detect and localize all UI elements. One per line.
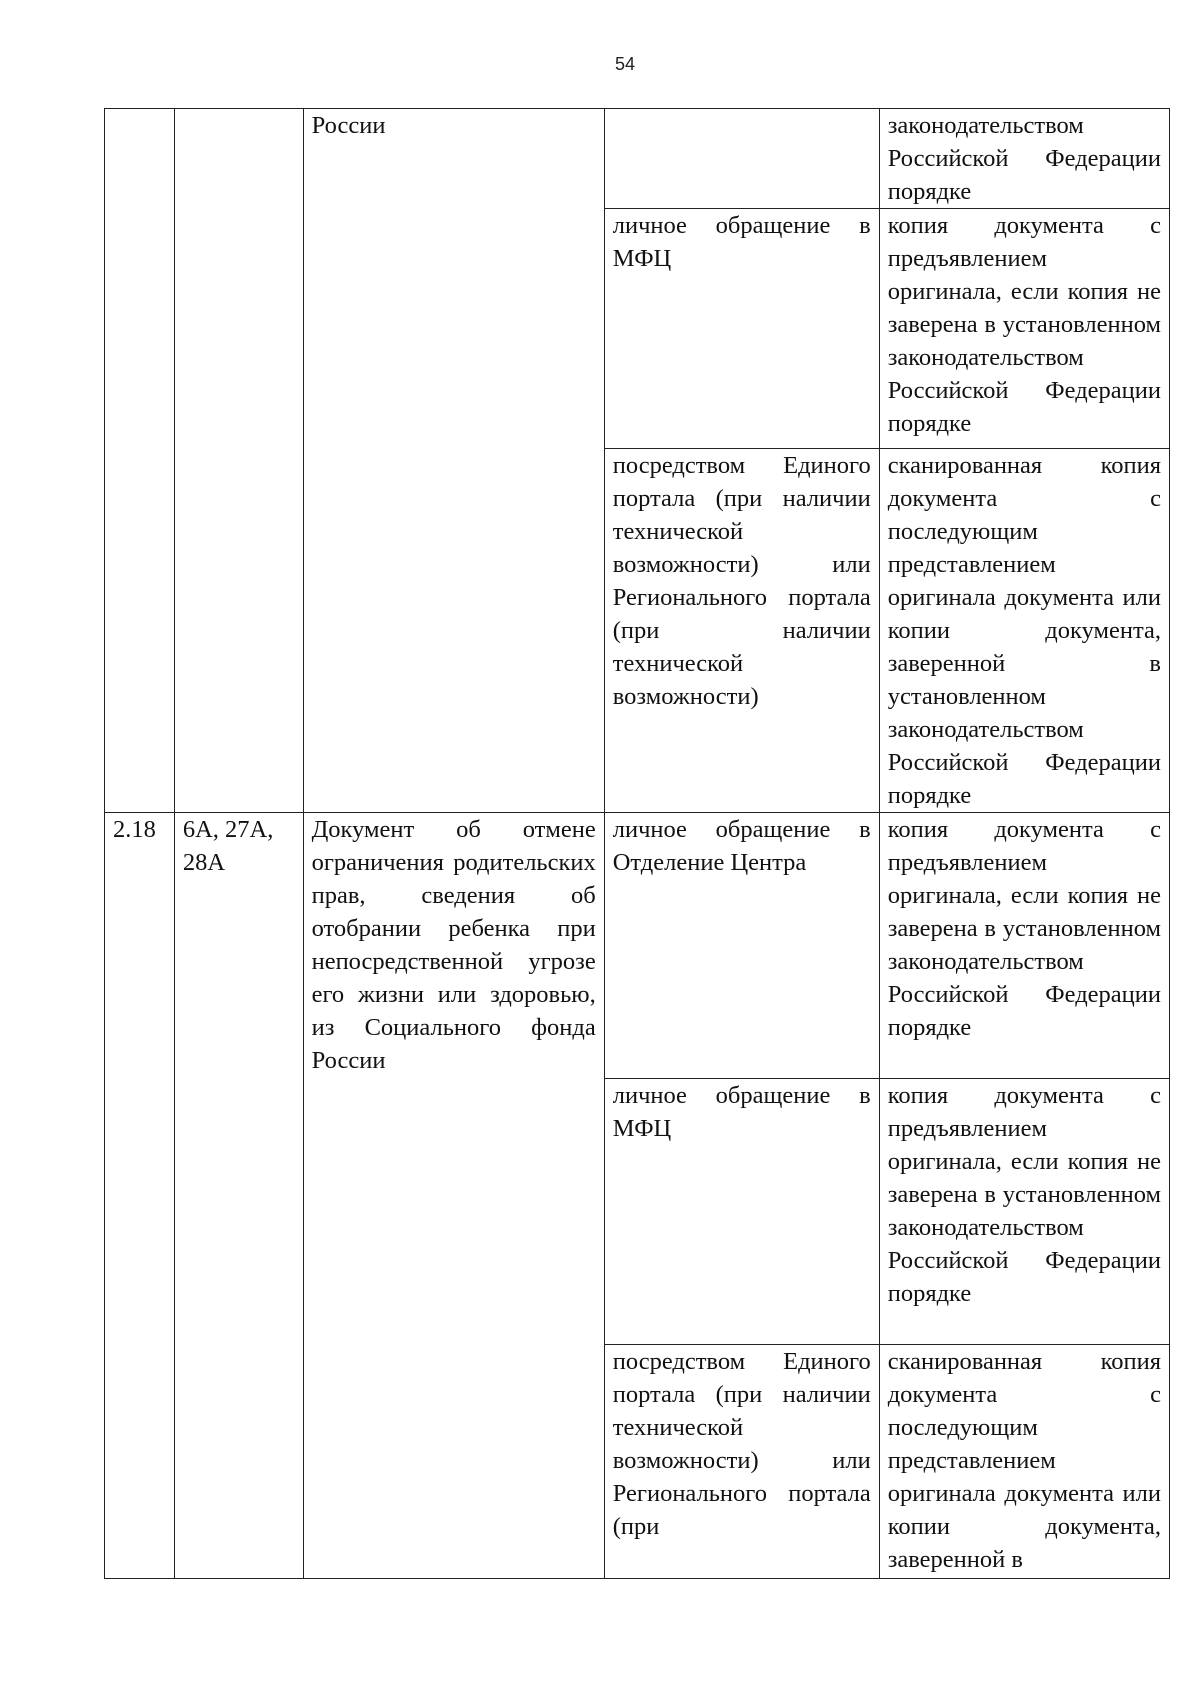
codes-cell — [174, 109, 303, 813]
table-row — [105, 813, 1170, 1079]
requirement-cell: копия документа с предъявлением оригинала, если копия не заверена в установленном законодательством Российской Федерации порядке — [879, 1079, 1169, 1345]
submission-method-cell: посредством Единого портала (при наличии технической возможности) или Регионального портала (при наличии технической возможности) — [604, 449, 879, 813]
requirement-cell: законодательством Российской Федерации порядке — [879, 109, 1169, 209]
submission-method-cell: личное обращение в МФЦ — [604, 1079, 879, 1345]
codes-cell: 6А, 27А, 28А — [174, 813, 303, 1579]
requirement-cell: сканированная копия документа с последующим представлением оригинала документа или копии документа, заверенной в установленном законодательством Российской Федерации порядке — [879, 449, 1169, 813]
submission-method-cell: личное обращение в МФЦ — [604, 209, 879, 449]
submission-method-cell: личное обращение в Отделение Центра — [604, 813, 879, 1079]
submission-method-cell: посредством Единого портала (при наличии технической возможности) или Регионального портала (при — [604, 1345, 879, 1579]
document-name-cell: России — [303, 109, 604, 813]
requirement-cell: копия документа с предъявлением оригинала, если копия не заверена в установленном законодательством Российской Федерации порядке — [879, 209, 1169, 449]
table-row — [105, 109, 1170, 209]
requirement-cell: сканированная копия документа с последующим представлением оригинала документа или копии документа, заверенной в — [879, 1345, 1169, 1579]
document-name-cell: Документ об отмене ограничения родительских прав, сведения об отобрании ребенка при непосредственной угрозе его жизни или здоровью, из Социального фонда России — [303, 813, 604, 1579]
documents-table — [104, 108, 1170, 1579]
page-number: 54 — [614, 54, 636, 74]
submission-method-cell — [604, 109, 879, 209]
num-cell — [105, 109, 175, 813]
requirement-cell: копия документа с предъявлением оригинала, если копия не заверена в установленном законодательством Российской Федерации порядке — [879, 813, 1169, 1079]
row-number-cell: 2.18 — [105, 813, 175, 1579]
